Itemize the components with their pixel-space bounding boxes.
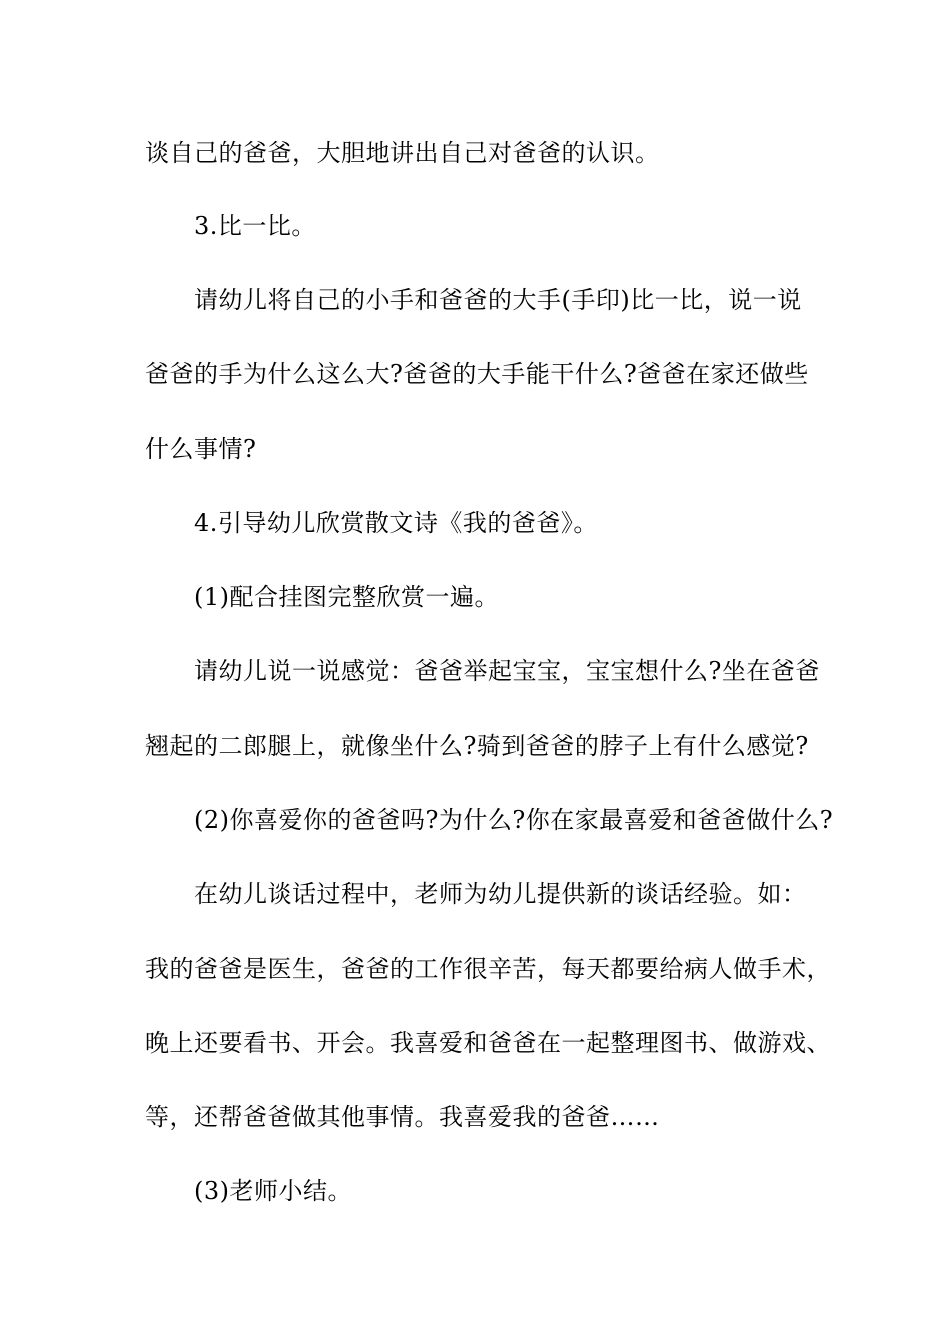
subsection-heading: (1)配合挂图完整欣赏一遍。: [194, 583, 499, 611]
text-line: 我的爸爸是医生，爸爸的工作很辛苦，每天都要给病人做手术，: [145, 955, 831, 983]
text-line: 翘起的二郎腿上，就像坐什么?骑到爸爸的脖子上有什么感觉?: [145, 732, 809, 760]
text-line: 等，还帮爸爸做其他事情。我喜爱我的爸爸……: [145, 1103, 660, 1131]
subsection-heading: (3)老师小结。: [194, 1177, 352, 1205]
text-line: 什么事情?: [145, 435, 257, 463]
text-line: 晚上还要看书、开会。我喜爱和爸爸在一起整理图书、做游戏、: [145, 1029, 831, 1057]
text-line: 爸爸的手为什么这么大?爸爸的大手能干什么?爸爸在家还做些: [145, 360, 809, 388]
subsection-heading: (2)你喜爱你的爸爸吗?为什么?你在家最喜爱和爸爸做什么?: [194, 806, 834, 834]
section-heading: 4.引导幼儿欣赏散文诗《我的爸爸》。: [194, 509, 598, 537]
text-line: 谈自己的爸爸，大胆地讲出自己对爸爸的认识。: [145, 139, 660, 167]
text-line: 请幼儿将自己的小手和爸爸的大手(手印)比一比，说一说: [194, 286, 802, 314]
text-line: 请幼儿说一说感觉：爸爸举起宝宝，宝宝想什么?坐在爸爸: [194, 657, 820, 685]
text-line: 在幼儿谈话过程中，老师为幼儿提供新的谈话经验。如：: [194, 880, 807, 908]
section-heading: 3.比一比。: [194, 212, 316, 240]
